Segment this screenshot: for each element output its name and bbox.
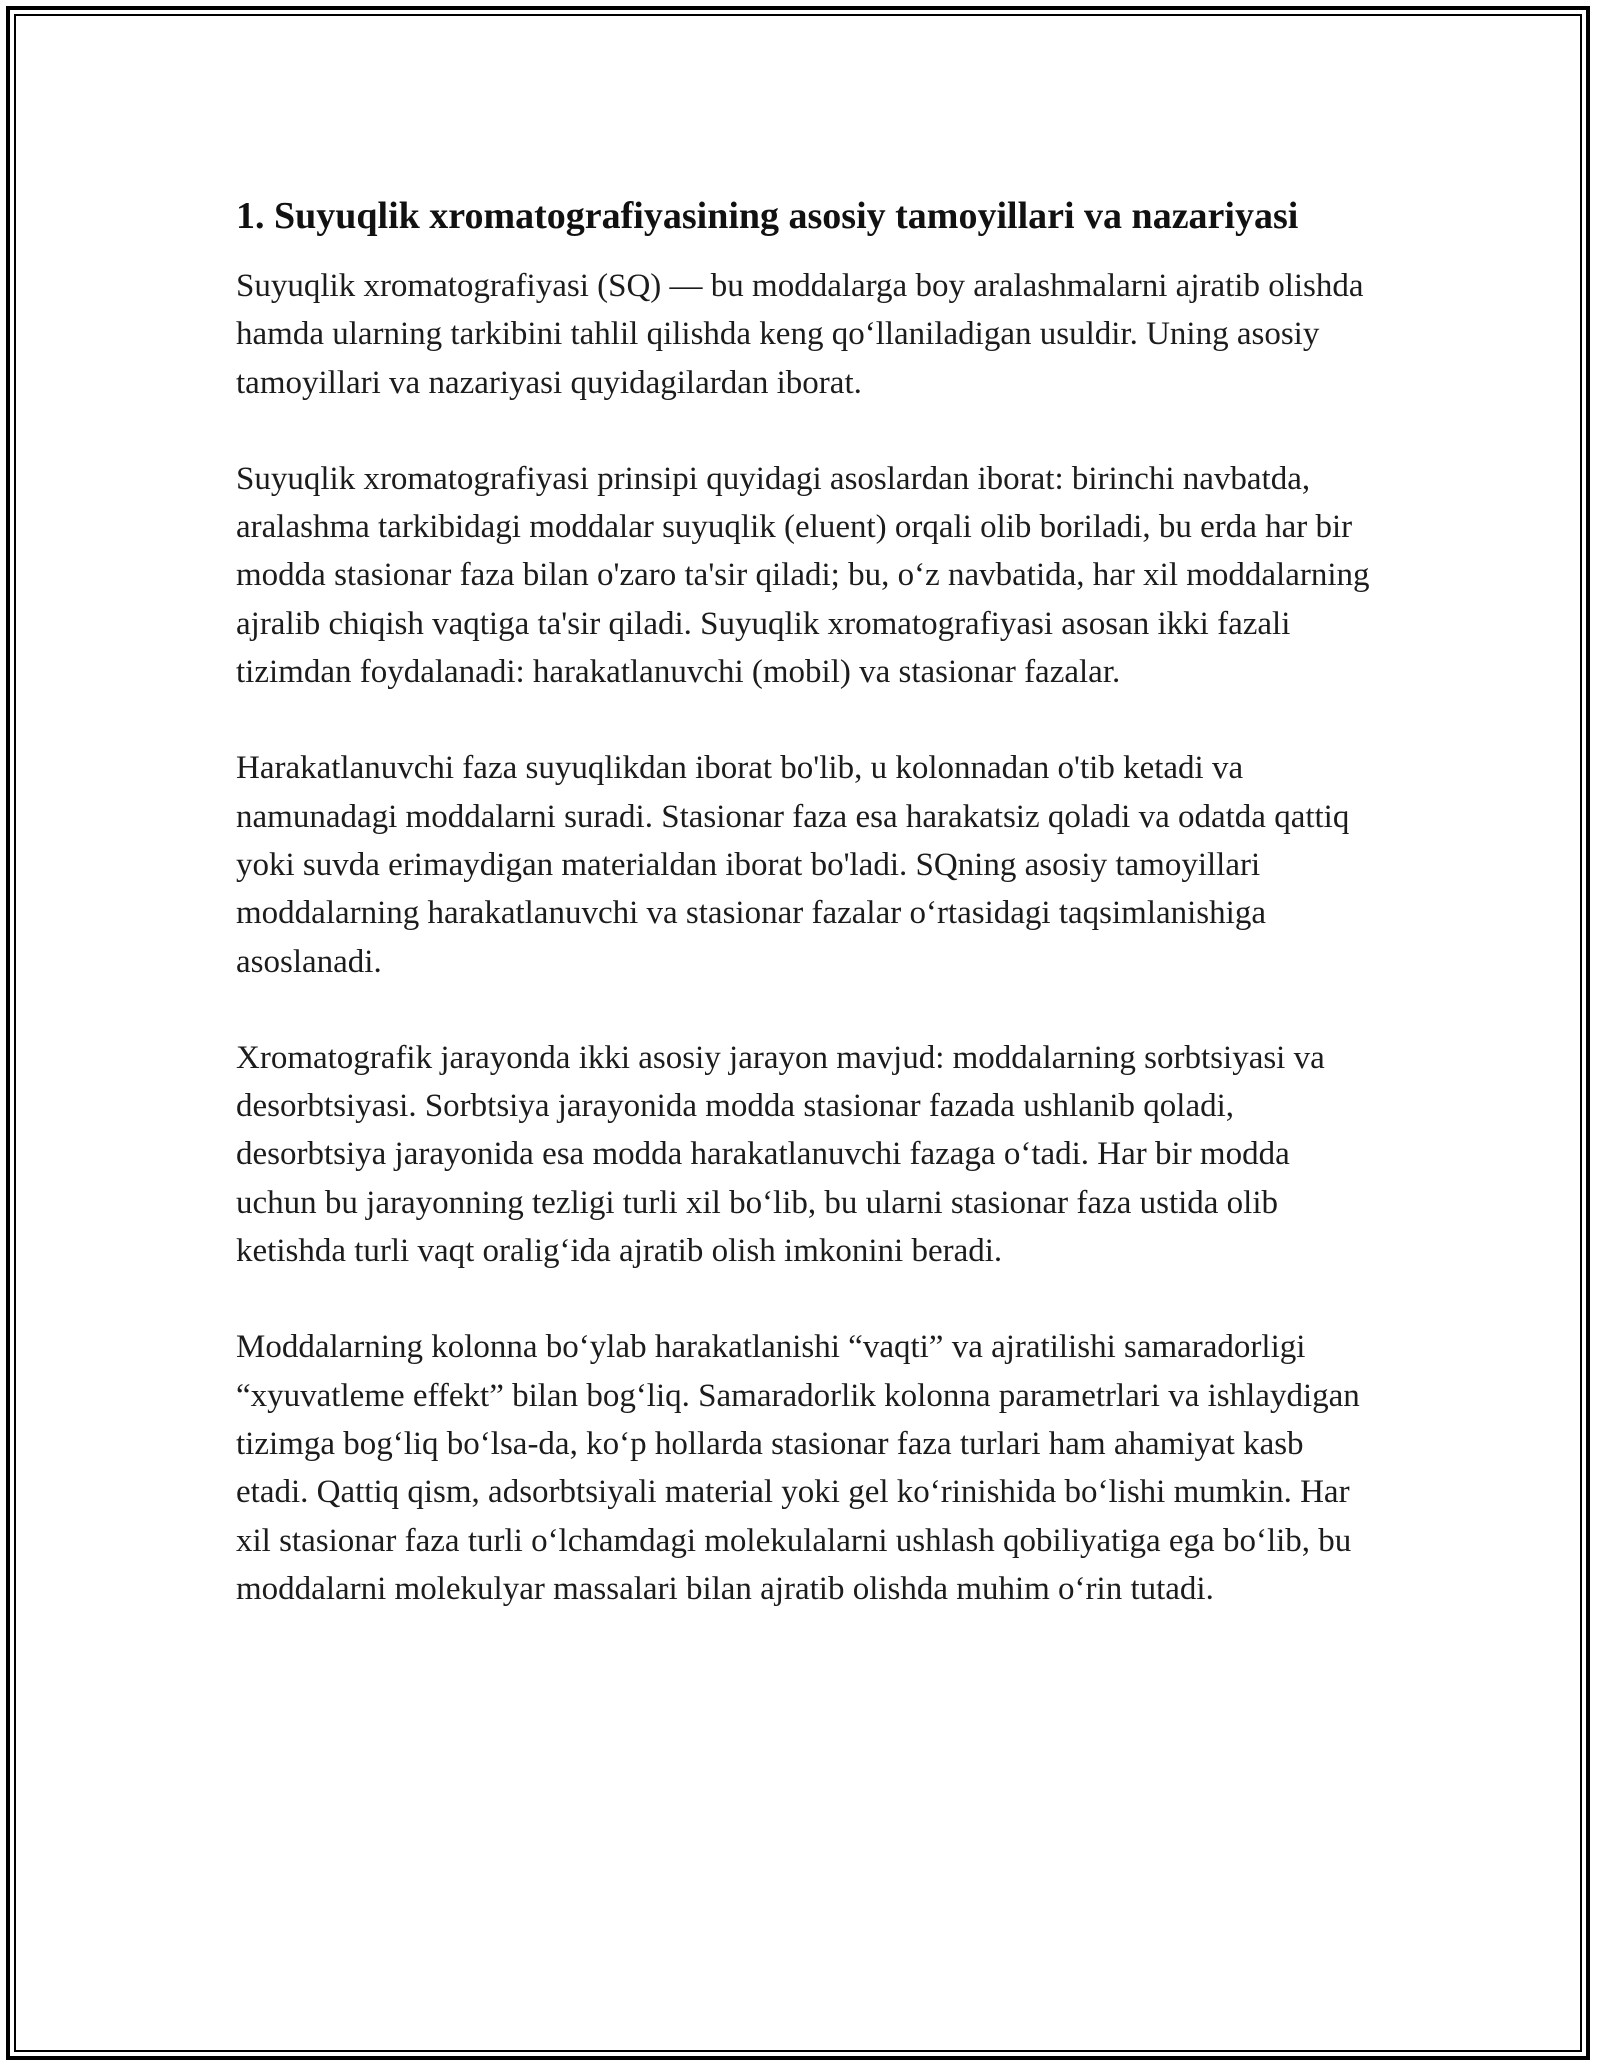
paragraph-intro: Suyuqlik xromatografiyasi (SQ) — bu moddalarga boy aralashmalarni ajratib olishda hamda ularning tarkibini tahlil qilishda keng qoʻllaniladigan usuldir. Uning asosiy tamoyillari va nazariyasi quyidagilardan iborat. xyxy=(236,268,1364,401)
paragraph-sorption: Xromatografik jarayonda ikki asosiy jarayon mavjud: moddalarning sorbtsiyasi va desorbtsiyasi. Sorbtsiya jarayonida modda stasionar fazada ushlanib qoladi, desorbtsiya jarayonida esa modda harakatlanuvchi fazaga oʻtadi. Har bir modda uchun bu jarayonning tezligi turli xil boʻlib, bu ularni stasionar faza ustida olib ketishda turli vaqt oraligʻida ajratib olish imkonini beradi. xyxy=(236,1039,1325,1270)
document-body xyxy=(236,188,1376,1661)
paragraph-mobile-phase: Harakatlanuvchi faza suyuqlikdan iborat bo'lib, u kolonnadan o'tib ketadi va namunadagi moddalarni suradi. Stasionar faza esa harakatsiz qoladi va odatda qattiq yoki suvda erimaydigan materialdan iborat bo'ladi. SQning asosiy tamoyillari moddalarning harakatlanuvchi va stasionar fazalar oʻrtasidagi taqsimlanishiga asoslanadi. xyxy=(236,750,1350,980)
paragraph-principle: Suyuqlik xromatografiyasi prinsipi quyidagi asoslardan iborat: birinchi navbatda, aralashma tarkibidagi moddalar suyuqlik (eluent) orqali olib boriladi, bu erda har bir modda stasionar faza bilan o'zaro ta'sir qiladi; bu, oʻz navbatida, har xil moddalarning ajralib chiqish vaqtiga ta'sir qiladi. Suyuqlik xromatografiyasi asosan ikki fazali tizimdan foydalanadi: harakatlanuvchi (mobil) va stasionar fazalar. xyxy=(236,460,1370,691)
page-title: 1. Suyuqlik xromatografiyasining asosiy tamoyillari va nazariyasi xyxy=(236,195,1299,237)
paragraph-efficiency: Moddalarning kolonna boʻylab harakatlanishi “vaqti” va ajratilishi samaradorligi “xyuvatleme effekt” bilan bogʻliq. Samaradorlik kolonna parametrlari va ishlaydigan tizimga bogʻliq boʻlsa-da, koʻp hollarda stasionar faza turlari ham ahamiyat kasb etadi. Qattiq qism, adsorbtsiyali material yoki gel koʻrinishida boʻlishi mumkin. Har xil stasionar faza turli oʻlchamdagi molekulalarni ushlash qobiliyatiga ega boʻlib, bu moddalarni molekulyar massalari bilan ajratib olishda muhim oʻrin tutadi. xyxy=(236,1329,1360,1607)
